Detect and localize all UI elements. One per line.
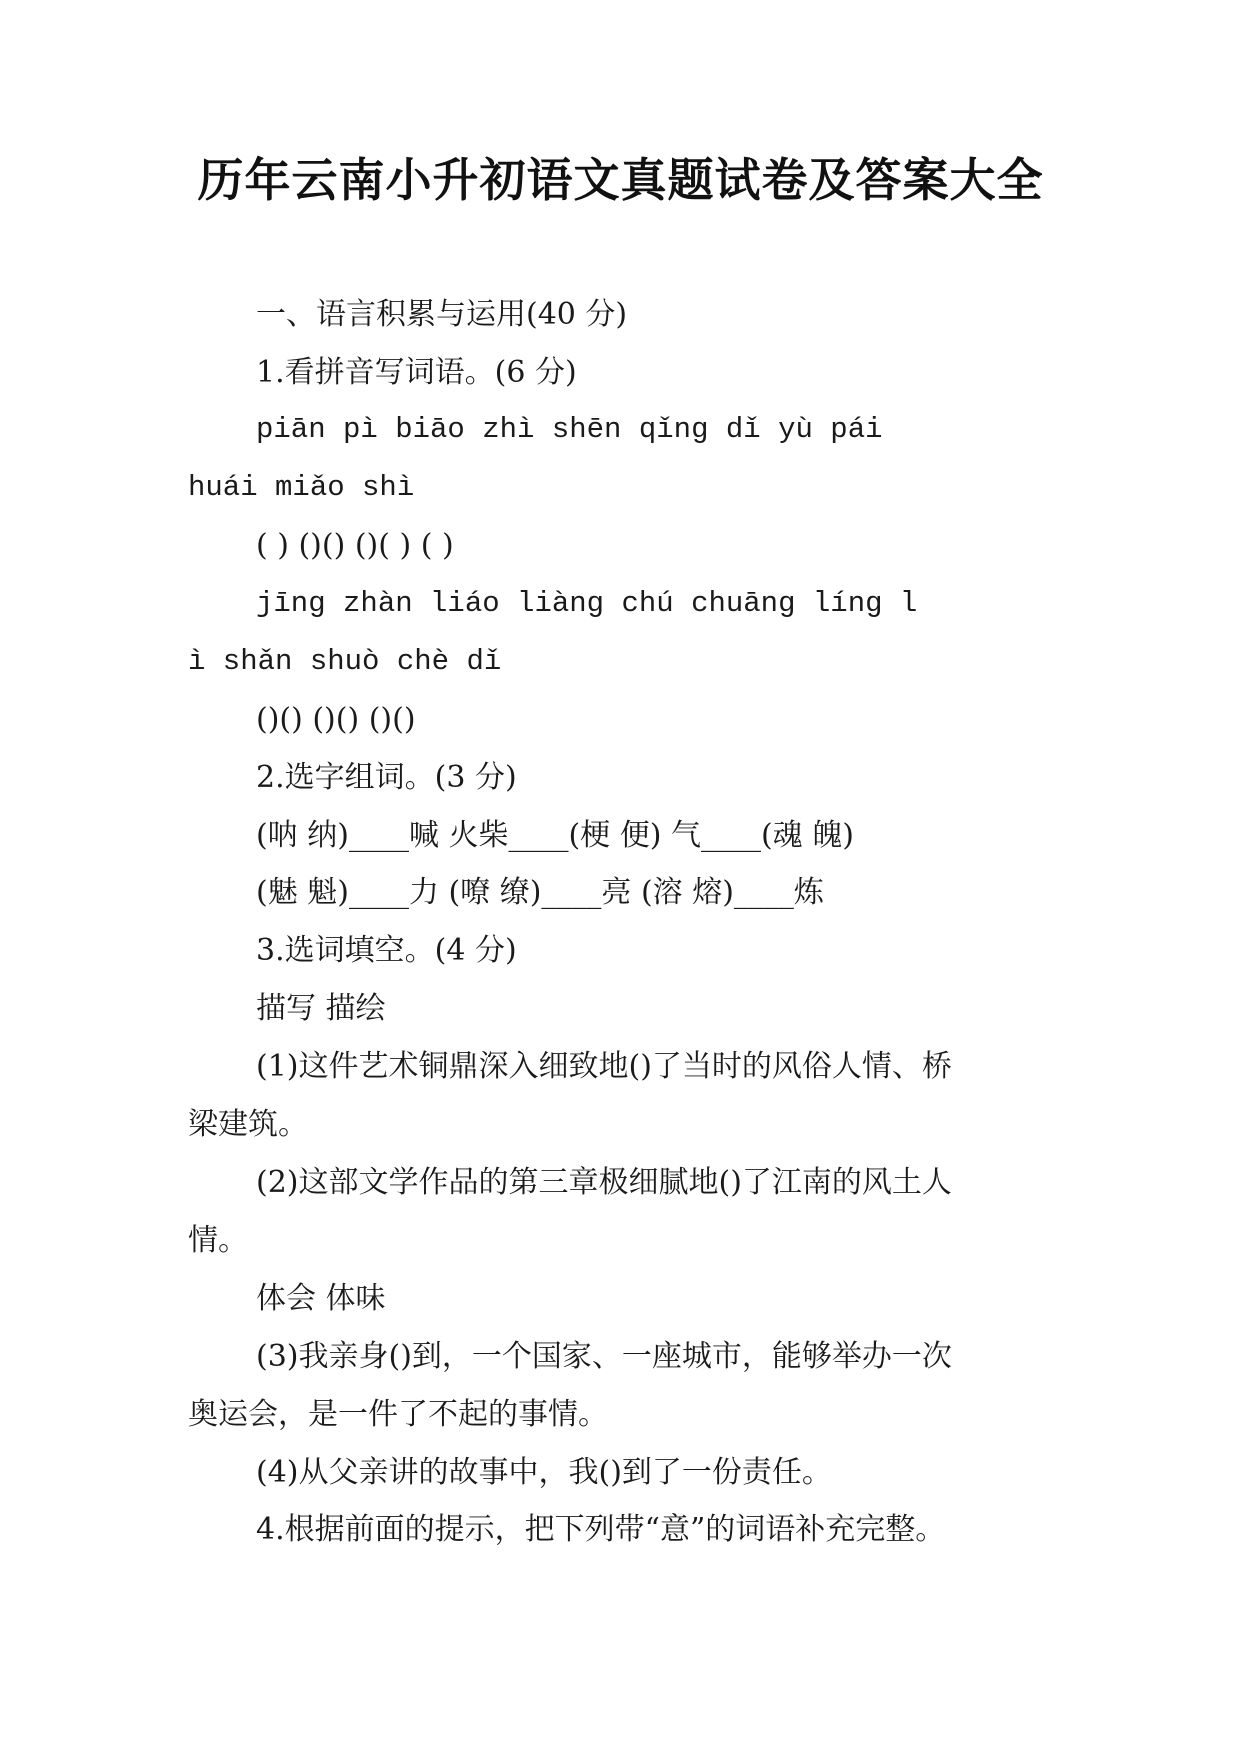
answer-blanks-line: ()() ()() ()() bbox=[256, 702, 416, 737]
fill-blank-item: (2)这部文学作品的第三章极细腻地()了江南的风土人 bbox=[256, 1165, 952, 1200]
fill-blank-item: (1)这件艺术铜鼎深入细致地()了当时的风俗人情、桥 bbox=[256, 1049, 952, 1084]
fill-blank-item: (4)从父亲讲的故事中，我()到了一份责任。 bbox=[256, 1455, 832, 1490]
question-3-heading: 3.选词填空。(4 分) bbox=[256, 933, 517, 968]
question-4-heading: 4.根据前面的提示，把下列带“意”的词语补充完整。 bbox=[256, 1512, 946, 1547]
word-choice-line: (呐 纳)____喊 火柴____(梗 便) 气____(魂 魄) bbox=[256, 818, 854, 853]
word-options: 描写 描绘 bbox=[256, 991, 386, 1026]
pinyin-line: piān pì biāo zhì shēn qǐng dǐ yù pái bbox=[256, 413, 883, 446]
fill-blank-item-continued: 奥运会，是一件了不起的事情。 bbox=[188, 1397, 608, 1432]
fill-blank-item-continued: 梁建筑。 bbox=[188, 1107, 308, 1142]
document-title: 历年云南小升初语文真题试卷及答案大全 bbox=[197, 153, 1044, 207]
question-2-heading: 2.选字组词。(3 分) bbox=[256, 760, 517, 795]
word-options: 体会 体味 bbox=[256, 1281, 386, 1316]
question-1-heading: 1.看拼音写词语。(6 分) bbox=[256, 355, 577, 390]
word-choice-line: (魅 魁)____力 (嘹 缭)____亮 (溶 熔)____炼 bbox=[256, 875, 824, 910]
section-heading: 一、语言积累与运用(40 分) bbox=[256, 297, 628, 332]
pinyin-line-continued: ì shǎn shuò chè dǐ bbox=[188, 645, 502, 678]
fill-blank-item-continued: 情。 bbox=[188, 1223, 248, 1258]
fill-blank-item: (3)我亲身()到，一个国家、一座城市，能够举办一次 bbox=[256, 1339, 952, 1374]
pinyin-line: jīng zhàn liáo liàng chú chuāng líng l bbox=[256, 587, 918, 620]
pinyin-line-continued: huái miǎo shì bbox=[188, 471, 415, 504]
answer-blanks-line: ( ) ()() ()( ) ( ) bbox=[256, 528, 454, 563]
